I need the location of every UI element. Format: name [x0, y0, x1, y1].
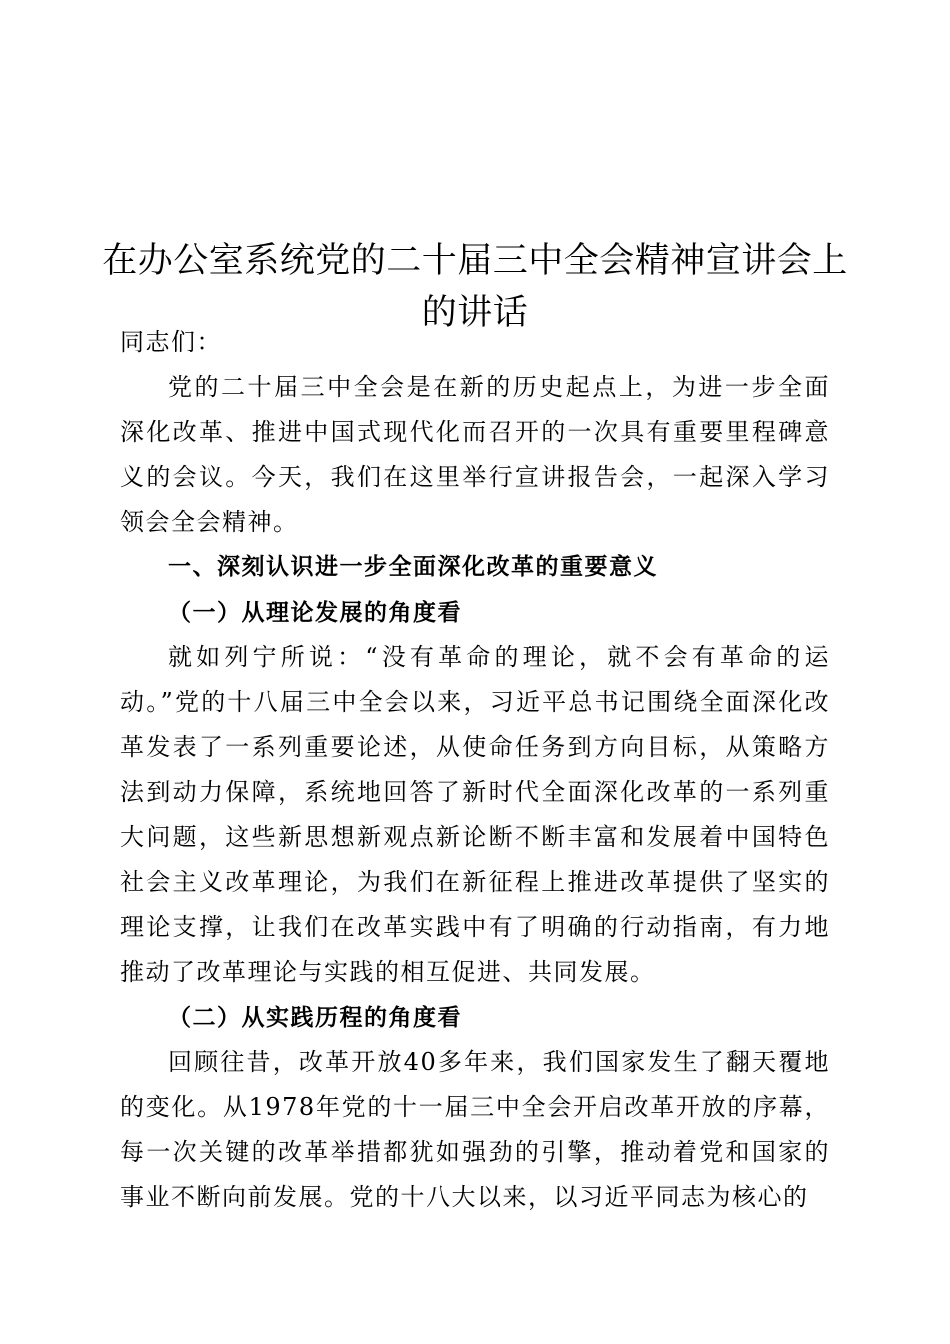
subsection-1-paragraph: 就如列宁所说：“没有革命的理论，就不会有革命的运动。”党的十八届三中全会以来，习近平总书记围绕全面深化改革发表了一系列重要论述，从使命任务到方向目标，从策略方法到动力保障，系统地回答了新时代全面深化改革的一系列重大问题，这些新思想新观点新论断不断丰富和发展着中国特色社会主义改革理论，为我们在新征程上推进改革提供了坚实的理论支撑，让我们在改革实践中有了明确的行动指南，有力地推动了改革理论与实践的相互促进、共同发展。: [120, 643, 830, 986]
intro-paragraph: 党的二十届三中全会是在新的历史起点上，为进一步全面深化改革、推进中国式现代化而召开的一次具有重要里程碑意义的会议。今天，我们在这里举行宣讲报告会，一起深入学习领会全会精神。: [120, 373, 830, 536]
subsection-heading-2: （二）从实践历程的角度看: [168, 1004, 462, 1031]
document-title: 在办公室系统党的二十届三中全会精神宣讲会上的讲话: [102, 241, 848, 334]
subsection-heading-1: （一）从理论发展的角度看: [168, 599, 462, 626]
subsection-2-paragraph: 回顾往昔，改革开放40多年来，我们国家发生了翻天覆地的变化。从1978年党的十一届三中全会开启改革开放的序幕，每一次关键的改革举措都犹如强劲的引擎，推动着党和国家的事业不断向前发展。党的十八大以来，以习近平同志为核心的: [120, 1048, 830, 1211]
document-body: [120, 320, 830, 1220]
section-heading-1: 一、深刻认识进一步全面深化改革的重要意义: [168, 554, 658, 580]
salutation: 同志们：: [120, 328, 222, 356]
